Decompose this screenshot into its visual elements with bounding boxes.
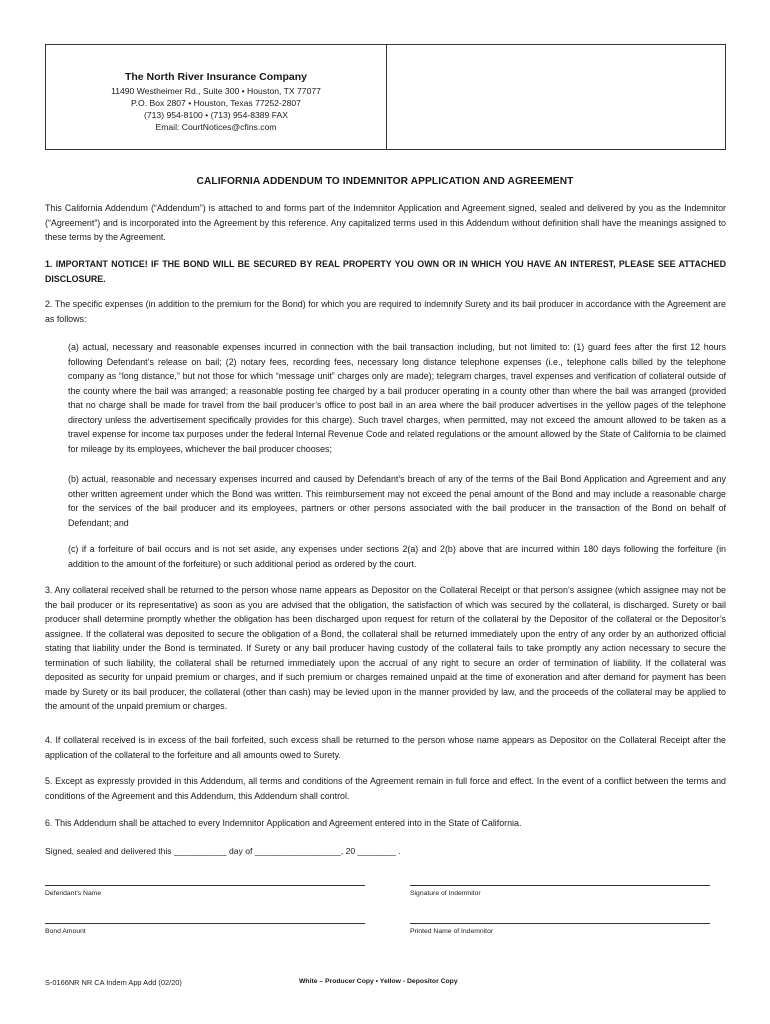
header-box — [45, 44, 726, 150]
bond-amount-line[interactable] — [45, 923, 365, 924]
bond-amount-label: Bond Amount — [45, 928, 86, 935]
printed-name-label: Printed Name of Indemnitor — [410, 928, 494, 935]
signature-line[interactable] — [410, 885, 710, 886]
company-email: Email: CourtNotices@cfins.com — [155, 122, 277, 132]
section-2b: (b) actual, reasonable and necessary expenses incurred and caused by Defendant’s breach of any of the terms of the Bail Bond Application and Agreement and any other written agreement under which the Bond was written. This reimbursement may not exceed the penal amount of the Bond and may include a reasonable charge for the services of the bail producer and its employees, partners or other persons associated with the bail producer in the transaction of the Bond on behalf of Defendant; and — [68, 474, 726, 528]
section-5: 5. Except as expressly provided in this Addendum, all terms and conditions of the Agreement remain in full force and effect. In the event of a conflict between the terms and conditions of the Agreement and this Addendum, this Addendum shall control. — [45, 776, 726, 801]
section-3: 3. Any collateral received shall be returned to the person whose name appears as Depositor on the Collateral Receipt or that person’s assignee (which assignee may not be the bail producer or its representative) as soon as you are advised that the obligation, the satisfaction of which was secured by the collateral, is discharged. Surety or bail producer shall determine promptly whether the obligation has been discharged upon request for return of the collateral by the Depositor of the collateral or the Depositor’s assignee. If the collateral was deposited to secure the obligation of a Bond, the collateral shall be returned immediately upon the entry of any order by an authorized official stating that liability under the Bond is terminated. If Surety or any bail producer having custody of the collateral fails to take promptly any action necessary to secure the termination of such liability, the collateral shall be returned immediately upon the accrual of any right to secure an order of termination of liability. If the collateral was deposited as security for unpaid premium or charges, and if such premium or charges remained unpaid at the time of exoneration and after demand for payment has been made by Surety or its bail producer, the collateral (other than cash) may be levied upon in the manner provided by law, and the proceeds of the collateral may be applied to the amount of the unpaid premium or charges. — [45, 585, 726, 711]
section-4: 4. If collateral received is in excess of the bail forfeited, such excess shall be returned to the person whose name appears as Depositor on the Collateral Receipt after the application of the collateral to the forfeiture and all amounts owed to Surety. — [45, 735, 726, 760]
month-blank[interactable]: __________________ — [254, 846, 341, 856]
signed-end: . — [398, 846, 401, 856]
signed-line — [45, 844, 726, 859]
company-phone: (713) 954-8100 • (713) 954-8389 FAX — [144, 110, 288, 120]
section-2a: (a) actual, necessary and reasonable expenses incurred in connection with the bail transaction including, but not limited to: (1) guard fees after the first 12 hours following Defendant’s release on bail; (2) notary fees, recording fees, necessary long distance telephone expenses (i.e., telephone calls billed by the telephone company as “long distance,” but not those for which “message unit” charges only are made); telegram charges, travel expenses and verification of collateral outside of the county where the bail was arranged; a reasonable posting fee charged by a bail producer operating in a county other than where the bail was arranged (provided that no charge shall be made for travel from the bail producer’s office to post bail in an area where the bail producer advertises in the yellow pages of the telephone directory unless the advertisement specifically provides for this charge). Such travel charges, when permitted, may not exceed the amount allowed to be taken as a travel expense for income tax purposes under the federal Internal Revenue Code and related regulations or the amount allowed by the State of California to be claimed for mileage by its employees, whichever the bail producer chooses; — [68, 342, 726, 454]
day-of-label: day of — [228, 846, 253, 856]
section-2: 2. The specific expenses (in addition to the premium for the Bond) for which you are required to indemnify Surety and its bail producer in accordance with the Agreement are as follows: — [45, 299, 726, 324]
company-name: The North River Insurance Company — [124, 71, 308, 83]
company-info — [46, 45, 387, 149]
form-id: S-0166NR NR CA Indem App Add (02/20) — [45, 978, 182, 987]
intro-paragraph: This California Addendum (“Addendum”) is attached to and forms part of the Indemnitor Application and Agreement signed, sealed and delivered by you as the Indemnitor (“Agreement”) and is incorporated into the Agreement by this reference. Any capitalized terms used in this Addendum without definition shall have the meanings assigned to these terms by the Agreement. — [45, 203, 726, 242]
section-1: 1. IMPORTANT NOTICE! IF THE BOND WILL BE SECURED BY REAL PROPERTY YOU OWN OR IN WHICH YOU HAVE AN INTEREST, PLEASE SEE ATTACHED DISCLOSURE. — [45, 259, 726, 284]
signature-label: Signature of Indemnitor — [410, 890, 481, 897]
document-title: CALIFORNIA ADDENDUM TO INDEMNITOR APPLICATION AND AGREEMENT — [196, 176, 574, 187]
day-blank[interactable]: ___________ — [174, 846, 227, 856]
copy-distribution: White – Producer Copy • Yellow - Depositor Copy — [299, 978, 458, 985]
defendant-name-line[interactable] — [45, 885, 365, 886]
printed-name-line[interactable] — [410, 923, 710, 924]
year-blank[interactable]: ________ — [357, 846, 396, 856]
section-2c: (c) if a forfeiture of bail occurs and is not set aside, any expenses under sections 2(a) and 2(b) above that are incurred within 180 days following the forfeiture (in addition to the amount of the forfeiture) or such additional period as ordered by the court. — [68, 544, 726, 569]
year-prefix: , 20 — [340, 846, 356, 856]
section-6: 6. This Addendum shall be attached to every Indemnitor Application and Agreement entered into in the State of California. — [45, 818, 522, 828]
company-po-box: P.O. Box 2807 • Houston, Texas 77252-2807 — [131, 98, 301, 108]
signed-prefix: Signed, sealed and delivered this — [45, 846, 172, 856]
company-address: 11490 Westheimer Rd., Suite 300 • Houston, TX 77077 — [111, 86, 321, 96]
defendant-name-label: Defendant’s Name — [45, 890, 102, 897]
